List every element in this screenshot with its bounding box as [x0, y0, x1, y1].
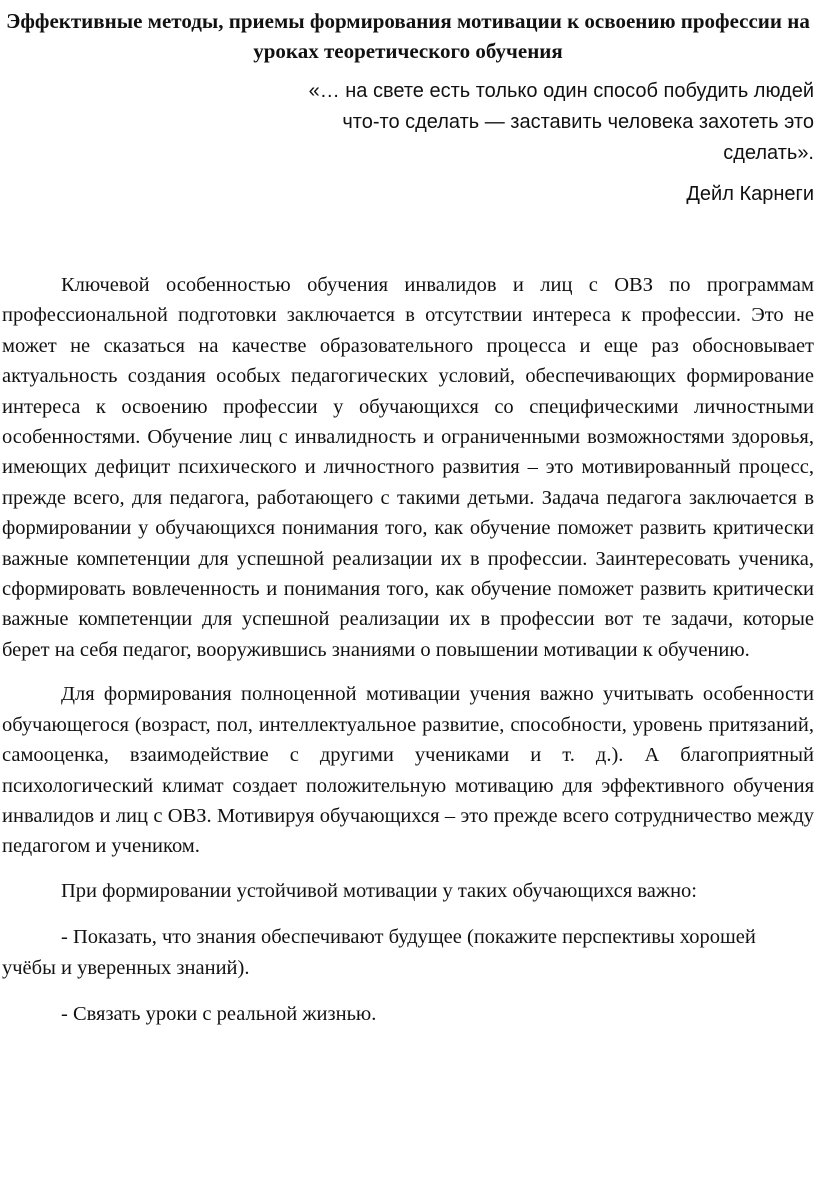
list-item-show-knowledge: - Показать, что знания обеспечивают будущее (покажите перспективы хорошей учёбы и уверенных знаний).: [2, 926, 756, 979]
list-item-real-life: - Связать уроки с реальной жизнью.: [61, 1002, 377, 1025]
paragraph-stable-motivation: При формировании устойчивой мотивации у таких обучающихся важно:: [61, 879, 697, 902]
epigraph-quote: [2, 76, 814, 169]
paragraph-motivation-factors: Для формирования полноценной мотивации учения важно учитывать особенности обучающегося (возраст, пол, интеллектуальное развитие, способности, уровень притязаний, самооценка, взаимодействие с другими учениками и т. д.). А благоприятный психологический климат создает положительную мотивацию для эффективного обучения инвалидов и лиц с ОВЗ. Мотивируя обучающихся – это прежде всего сотрудничество между педагогом и учеником.: [2, 683, 814, 858]
paragraph-key-feature: Ключевой особенностью обучения инвалидов и лиц с ОВЗ по программам профессиональной подготовки заключается в отсутствии интереса к профессии. Это не может не сказаться на качестве образовательного процесса и еще раз обосновывает актуальность создания особых педагогических условий, обеспечивающих формирование интереса к освоению профессии у обучающихся со специфическими личностными особенностями. Обучение лиц с инвалидность и ограниченными возможностями здоровья, имеющих дефицит психического и личностного развития – это мотивированный процесс, прежде всего, для педагога, работающего с такими детьми. Задача педагога заключается в формировании у обучающихся понимания того, как обучение поможет развить критически важные компетенции для успешной реализации их в профессии. Заинтересовать ученика, сформировать вовлеченность и понимания того, как обучение поможет развить критически важные компетенции для успешной реализации их в профессии вот те задачи, которые берет на себя педагог, вооружившись знаниями о повышении мотивации к обучению.: [2, 274, 814, 661]
document-title: Эффективные методы, приемы формирования мотивации к освоению профессии на уроках теоретического обучения: [6, 9, 810, 63]
epigraph-quote-text: «… на свете есть только один способ побудить людей что-то сделать — заставить человека захотеть это сделать».: [308, 80, 814, 164]
epigraph-author: Дейл Карнеги: [686, 183, 814, 205]
